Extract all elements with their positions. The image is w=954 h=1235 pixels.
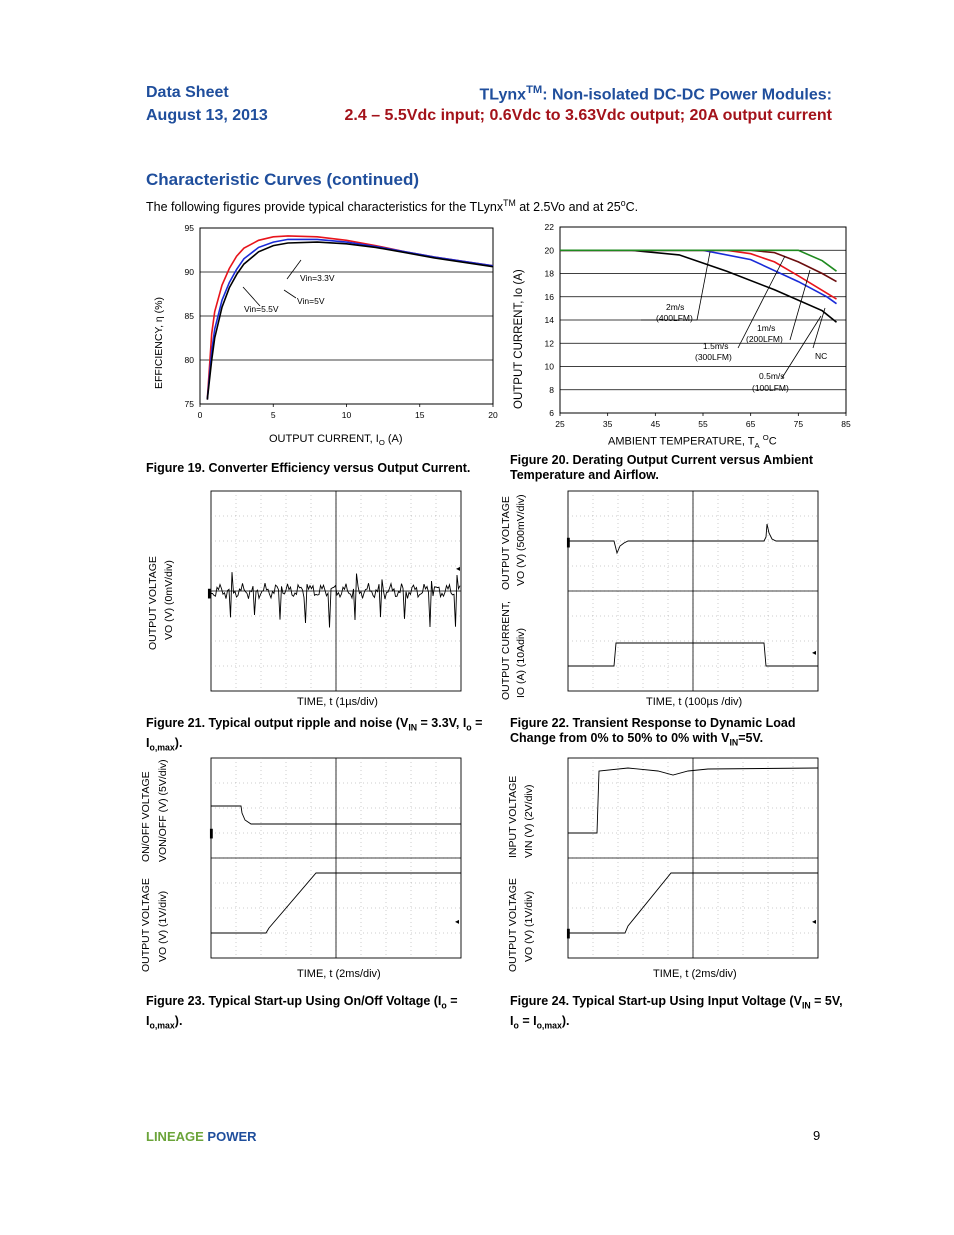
derating-ytick-label: 10 <box>544 361 554 372</box>
efficiency-ytick-label: 75 <box>184 399 194 409</box>
fig23-ylabel2: VON/OFF (V) (5V/div) <box>157 759 169 862</box>
derating-ytick-label: 14 <box>544 315 554 325</box>
efficiency-ylabel: EFFICIENCY, η (%) <box>153 297 165 389</box>
annotation-400lfm: (400LFM) <box>656 313 693 323</box>
fig24-caption: Figure 24. Typical Start-up Using Input Voltage ($V_{IN} = 5V$, $I_o = I_{o,max}$). <box>510 994 843 1030</box>
efficiency-xtick-label: 0 <box>197 410 203 420</box>
svg-text:▐: ▐ <box>207 829 213 838</box>
fig24-ylabel2: VIN (V) (2V/div) <box>523 784 535 858</box>
ripple-trace <box>211 572 460 627</box>
annotation-vin5: Vin=5V <box>297 296 325 306</box>
derating-xtick-label: 45 <box>650 419 661 429</box>
derating-xtick-label: 75 <box>793 419 804 429</box>
fig23-xlabel: TIME, t (2ms/div) <box>297 968 381 980</box>
transient-scope <box>562 487 827 697</box>
derating-ytick-label: 22 <box>544 222 554 232</box>
fig19-caption: Figure 19. Converter Efficiency versus Output Current. <box>146 461 471 475</box>
onoff-startup-scope <box>205 754 470 964</box>
fig21-ylabel1: OUTPUT VOLTAGE <box>147 556 159 650</box>
svg-text:◂: ◂ <box>812 648 817 657</box>
trigger-marker: ◂ <box>456 564 461 573</box>
fig22-caption: Figure 22. Transient Response to Dynamic Load Change from 0% to 50% to 0% with $V_{IN}=5V$. <box>510 716 796 748</box>
fig24-ylabel4: VO (V) (1V/div) <box>523 890 535 962</box>
derating-xtick-label: 55 <box>698 419 708 429</box>
fig21-xlabel: TIME, t (1µs/div) <box>297 696 378 708</box>
derating-xtick-label: 35 <box>602 419 613 429</box>
efficiency-ytick-label: 80 <box>184 355 194 365</box>
efficiency-ytick-label: 95 <box>184 223 194 233</box>
fig24-ylabel1: INPUT VOLTAGE <box>507 775 519 858</box>
efficiency-ytick-label: 85 <box>184 311 194 321</box>
ripple-scope <box>205 487 470 697</box>
efficiency-annotations <box>243 260 335 314</box>
derating-xlabel: AMBIENT TEMPERATURE, $T_A$ $^O$C <box>608 433 777 450</box>
derating-ytick-label: 16 <box>544 291 554 302</box>
derating-xtick-label: 25 <box>555 419 565 429</box>
section-intro: The following figures provide typical characteristics for the TLynx™ at 2.5Vo and at 25$^o$C. <box>146 198 639 215</box>
doc-subtitle: 2.4 – 5.5Vdc input; 0.6Vdc to 3.63Vdc output; 20A output current <box>344 107 832 124</box>
derating-series-line <box>560 250 837 281</box>
annotation-1ms: 1m/s <box>757 323 776 333</box>
doc-type: Data Sheet <box>146 84 229 101</box>
efficiency-xtick-label: 15 <box>415 410 425 420</box>
derating-ytick-label: 20 <box>544 245 554 256</box>
ground-marker: ▐ <box>205 589 211 598</box>
derating-ytick-label: 18 <box>544 268 554 279</box>
fig23-ylabel1: ON/OFF VOLTAGE <box>140 771 152 862</box>
page-number: 9 <box>813 1128 821 1143</box>
fig22-xlabel: TIME, t (100µs /div) <box>646 696 743 708</box>
svg-text:◂: ◂ <box>455 917 460 926</box>
efficiency-xlabel: OUTPUT CURRENT, $I_O$ (A) <box>269 433 403 448</box>
fig21-caption: Figure 21. Typical output ripple and noise ($V_{IN} = 3.3V$, $I_o = I_{o,max}$). <box>146 716 483 752</box>
derating-ytick-label: 12 <box>544 338 554 349</box>
derating-series-line <box>560 250 837 303</box>
derating-xtick-label: 85 <box>841 419 851 429</box>
efficiency-xtick-label: 20 <box>488 410 498 420</box>
efficiency-xtick-label: 10 <box>341 410 352 420</box>
annotation-200lfm: (200LFM) <box>746 334 783 344</box>
annotation-vin33: Vin=3.3V <box>300 273 335 283</box>
efficiency-xtick-label: 5 <box>270 410 276 420</box>
derating-ytick-label: 6 <box>549 408 554 418</box>
derating-ylabel: OUTPUT CURRENT, Io (A) <box>513 269 525 409</box>
fig22-ylabel3: OUTPUT CURRENT, <box>500 601 512 700</box>
derating-chart <box>525 215 855 435</box>
annotation-vin55: Vin=5.5V <box>244 304 279 314</box>
fig23-caption: Figure 23. Typical Start-up Using On/Off Voltage $(I_o = I_{o,max})$. <box>146 994 458 1030</box>
svg-text:▐: ▐ <box>564 538 570 547</box>
fig24-ylabel3: OUTPUT VOLTAGE <box>507 878 519 972</box>
svg-text:◂: ◂ <box>812 917 817 926</box>
section-title: Characteristic Curves (continued) <box>146 170 420 189</box>
svg-text:▐: ▐ <box>564 929 570 938</box>
efficiency-series-line <box>207 242 493 400</box>
fig22-ylabel1: OUTPUT VOLTAGE <box>500 496 512 590</box>
doc-title: TLynx™: Non-isolated DC-DC Power Modules: <box>479 84 832 104</box>
annotation-05ms: 0.5m/s <box>759 371 785 381</box>
annotation-300lfm: (300LFM) <box>695 352 732 362</box>
annotation-nc: NC <box>815 351 828 361</box>
annotation-15ms: 1.5m/s <box>703 341 729 351</box>
efficiency-ytick-label: 90 <box>184 267 194 277</box>
doc-date: August 13, 2013 <box>146 107 268 124</box>
annotation-2ms: 2m/s <box>666 302 685 312</box>
fig23-ylabel3: OUTPUT VOLTAGE <box>140 878 152 972</box>
fig22-ylabel2: VO (V) (500mV/div) <box>515 494 527 586</box>
input-startup-scope <box>562 754 827 964</box>
annotation-100lfm: (100LFM) <box>752 383 789 393</box>
footer-brand: LINEAGE POWER <box>146 1129 257 1144</box>
efficiency-chart <box>140 215 510 455</box>
fig24-xlabel: TIME, t (2ms/div) <box>653 968 737 980</box>
fig23-ylabel4: VO (V) (1V/div) <box>157 890 169 962</box>
derating-xtick-label: 65 <box>745 419 756 429</box>
derating-ytick-label: 8 <box>549 384 554 395</box>
efficiency-series-line <box>207 239 493 399</box>
fig21-ylabel2: VO (V) (0mV/div) <box>163 560 175 640</box>
derating-series-line <box>560 250 837 299</box>
fig22-ylabel4: IO (A) (10Adiv) <box>515 627 527 698</box>
fig20-caption: Figure 20. Derating Output Current versus Ambient Temperature and Airflow. <box>510 453 814 482</box>
